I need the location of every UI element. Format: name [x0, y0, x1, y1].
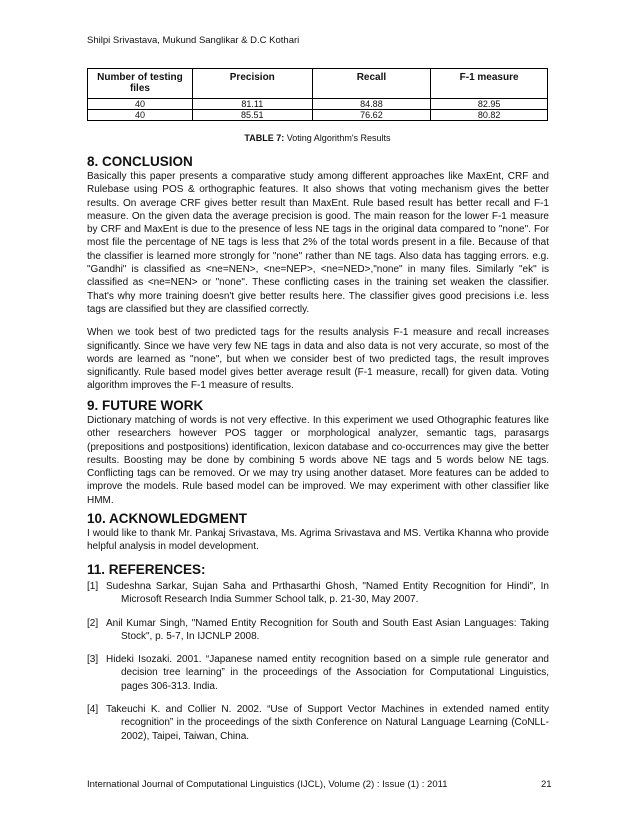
running-head-authors: Shilpi Srivastava, Mukund Sanglikar & D.C Kothari [87, 35, 300, 46]
reference-text: Anil Kumar Singh, "Named Entity Recognition for South and South East Asian Languages: Taking Stock", p. 5-7, In IJCNLP 2008. [106, 617, 549, 642]
footer-page-number: 21 [541, 779, 552, 790]
reference-item [87, 703, 549, 743]
reference-text: Takeuchi K. and Collier N. 2002. “Use of Support Vector Machines in extended named entity recognition” in the proceedings of the sixth Conference on Natural Language Learning (CoNLL-2002), Taipei, Taiwan, China. [106, 704, 549, 742]
section-heading-future-work: 9. FUTURE WORK [87, 398, 204, 413]
section-heading-conclusion: 8. CONCLUSION [87, 154, 193, 169]
table-row [88, 99, 548, 110]
table-caption-label: TABLE 7: [244, 133, 285, 143]
column-header-f1: F-1 measure [431, 69, 548, 99]
reference-text: Sudeshna Sarkar, Sujan Saha and Prthasarthi Ghosh, "Named Entity Recognition for Hindi", In Microsoft Research India Summer School talk, p. 21-30, May 2007. [106, 581, 549, 606]
table-caption-text: Voting Algorithm's Results [286, 133, 391, 143]
table-cell: 81.11 [192, 99, 312, 110]
section-future-work [87, 398, 549, 507]
results-table [87, 68, 548, 121]
conclusion-paragraph-2: When we took best of two predicted tags for the results analysis F-1 measure and recall increases significantly. Since we have very few NE tags in data and also data is not very accurate, so most of the words are learned as "none", but when we consider best of two predicted tags, the result improves significantly. Rule based model gives better average result (F-1 measure, recall) for given data. Voting algorithm improves the F-1 measure of results. [87, 327, 549, 392]
reference-text: Hideki Isozaki. 2001. “Japanese named entity recognition based on a simple rule generator and decision tree learning” in the proceedings of the Association for Computational Linguistics, pages 306-313. India. [106, 654, 549, 692]
section-conclusion [87, 154, 549, 393]
future-work-paragraph: Dictionary matching of words is not very effective. In this experiment we used Othographic features like other researchers however POS tagger or morphological analyzer, semantic tags, parasargs (prepositions and postpositions) identification, lexicon database and co-occurrences may give the better results. Boosting may be done by combining 5 words above NE tags and 5 words below NE tags. Conflicting tags can be removed. Or we may try using another dataset. More features can be added to improve the models. Rule based model can be improved. We may experiment with other classifier like HMM. [87, 415, 549, 506]
table-row [88, 110, 548, 121]
table-cell: 85.51 [192, 110, 312, 121]
table-cell: 76.62 [312, 110, 431, 121]
reference-number: [3] [87, 654, 99, 666]
reference-number: [2] [87, 617, 99, 629]
table-cell: 80.82 [431, 110, 548, 121]
section-heading-acknowledgment: 10. ACKNOWLEDGMENT [87, 511, 248, 526]
section-references [87, 562, 549, 753]
section-acknowledgment [87, 511, 549, 554]
table-cell: 82.95 [431, 99, 548, 110]
table-cell: 40 [88, 110, 193, 121]
reference-item [87, 653, 549, 693]
reference-item [87, 617, 549, 644]
table-cell: 84.88 [312, 99, 431, 110]
reference-number: [1] [87, 581, 99, 592]
column-header-testing-files: Number of testing files [88, 69, 193, 99]
table-caption [87, 133, 548, 143]
footer-journal-citation: International Journal of Computational Linguistics (IJCL), Volume (2) : Issue (1) : 2011 [87, 779, 448, 790]
table-cell: 40 [88, 99, 193, 110]
column-header-recall: Recall [312, 69, 431, 99]
section-heading-references: 11. REFERENCES: [87, 562, 206, 577]
reference-item [87, 580, 549, 607]
conclusion-paragraph-1: Basically this paper presents a comparative study among different approaches like MaxEnt, CRF and Rulebase using POS & orthographic features. It also shows that voting mechanism gives the better results. On average CRF gives better result than MaxEnt. Rule based result has better recall and F-1 measure. On the given data the average precision is good. The main reason for the lower F-1 measure by CRF and MaxEnt is due to the presence of less NE tags in the original data compared to "none". For most file the percentage of NE tags is less that 2% of the total words present in a file. Because of that the classifier is learned more strongly for "none" rather than NE tags. Also data has tagging errors. e.g. "Gandhi" is classified as <ne=NEN>, <ne=NEP>, <ne=NED>,"none" in many files. Similarly "ek" is classified as <ne=NEN> or "none". These conflicting cases in the training set weaken the classifier. That's why more training doesn't give better results here. The classifier gives good precisions i.e. less tags are classified but they are classified correctly. [87, 171, 549, 315]
column-header-precision: Precision [192, 69, 312, 99]
table-header-row [88, 69, 548, 99]
reference-number: [4] [87, 704, 99, 716]
acknowledgment-paragraph: I would like to thank Mr. Pankaj Srivastava, Ms. Agrima Srivastava and MS. Vertika Khanna who provide helpful analysis in model development. [87, 528, 549, 553]
